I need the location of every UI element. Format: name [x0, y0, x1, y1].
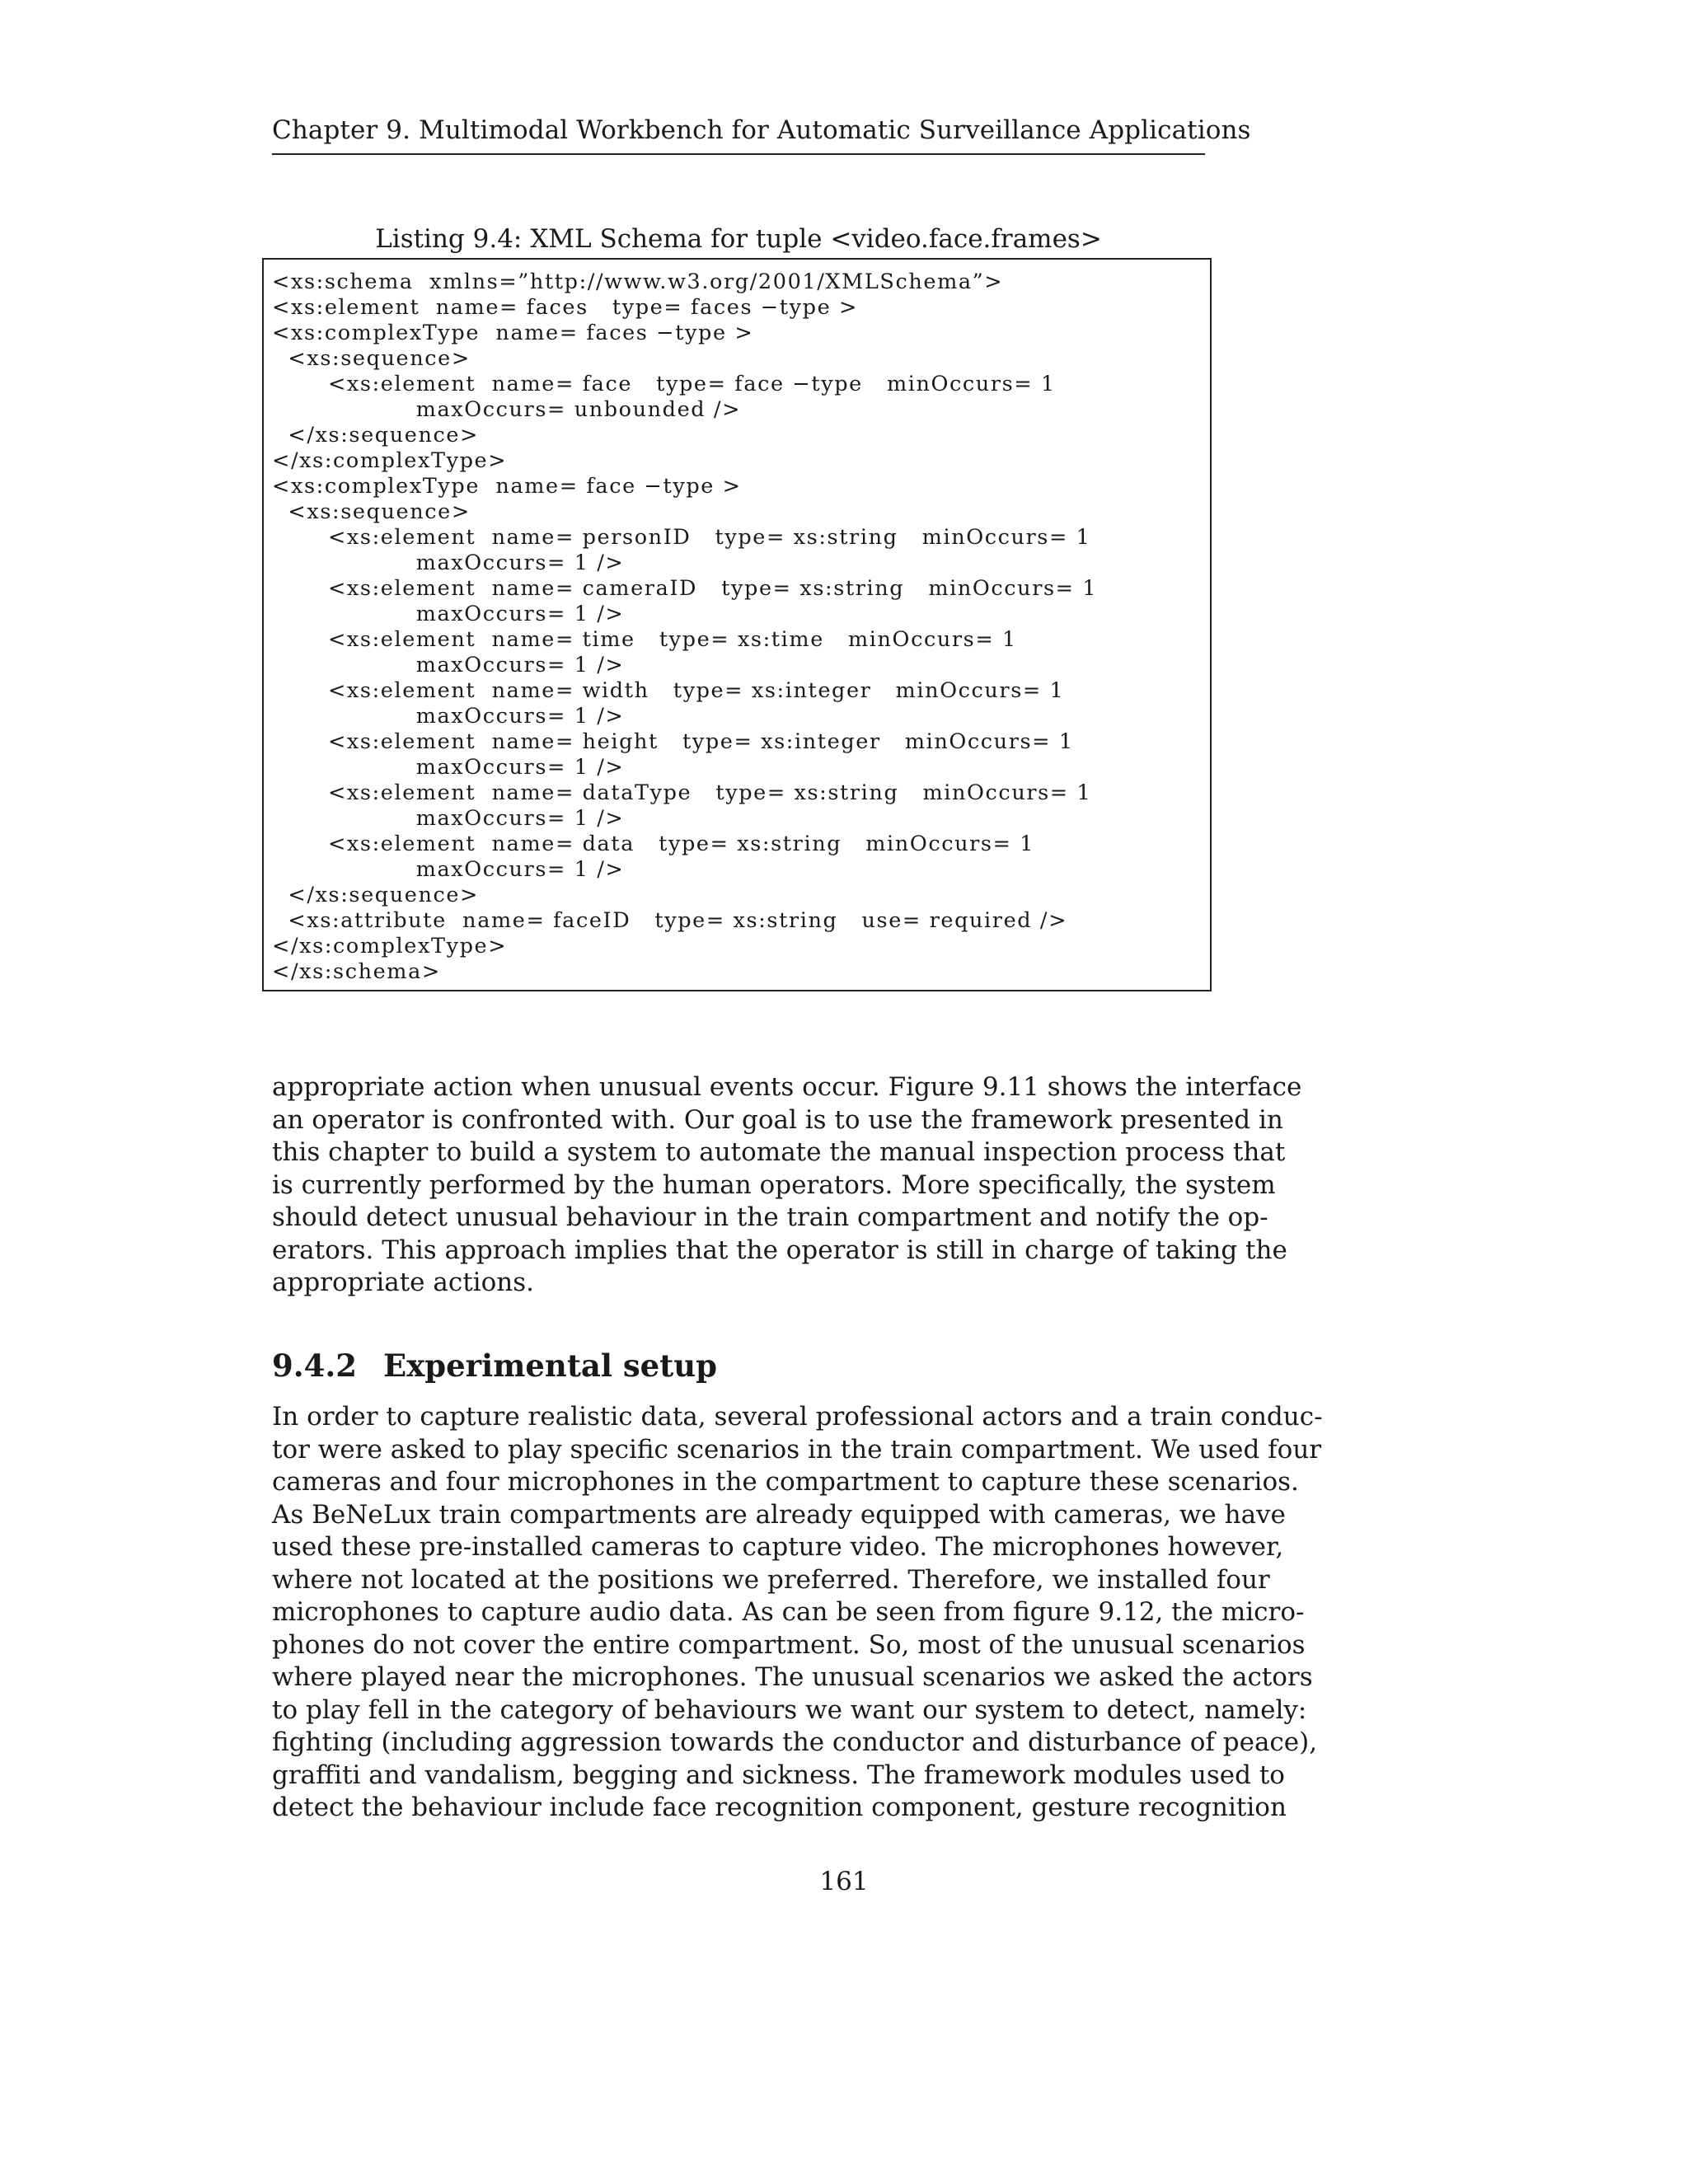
text-line: In order to capture realistic data, several professional actors and a train conduc- — [272, 1402, 1323, 1432]
text-line: appropriate action when unusual events occur. Figure 9.11 shows the interface — [272, 1072, 1302, 1102]
code-listing — [262, 258, 1212, 991]
code-line: <xs:element name= width type= xs:integer minOccurs= 1 — [272, 678, 1065, 703]
code-line: maxOccurs= 1 /> — [272, 602, 625, 626]
section-heading — [272, 1346, 717, 1385]
text-line: microphones to capture audio data. As can be seen from figure 9.12, the micro- — [272, 1597, 1305, 1627]
code-line: <xs:complexType name= face −type > — [272, 474, 742, 499]
text-line: is currently performed by the human operators. More specifically, the system — [272, 1169, 1276, 1200]
code-line: maxOccurs= 1 /> — [272, 806, 625, 831]
code-line: </xs:complexType> — [272, 934, 508, 958]
text-line: erators. This approach implies that the operator is still in charge of taking the — [272, 1235, 1287, 1265]
code-line: <xs:element name= personID type= xs:string minOccurs= 1 — [272, 525, 1091, 550]
code-line: maxOccurs= 1 /> — [272, 704, 625, 729]
text-line: fighting (including aggression towards the conductor and disturbance of peace), — [272, 1727, 1318, 1757]
paragraph — [272, 1401, 1323, 1825]
text-line: phones do not cover the entire compartment. So, most of the unusual scenarios — [272, 1629, 1306, 1660]
code-line: <xs:attribute name= faceID type= xs:string use= required /> — [272, 908, 1068, 933]
text-line: tor were asked to play specific scenarios in the train compartment. We used four — [272, 1434, 1322, 1465]
code-line: </xs:sequence> — [272, 883, 480, 907]
text-line: graffiti and vandalism, begging and sickness. The framework modules used to — [272, 1760, 1285, 1790]
running-head: Chapter 9. Multimodal Workbench for Automatic Surveillance Applications — [272, 114, 1205, 155]
code-line: <xs:element name= data type= xs:string minOccurs= 1 — [272, 832, 1035, 856]
code-line: <xs:element name= dataType type= xs:string minOccurs= 1 — [272, 780, 1092, 805]
section-number: 9.4.2 — [272, 1347, 357, 1384]
code-line: <xs:element name= faces type= faces −type > — [272, 295, 858, 320]
section-title: Experimental setup — [383, 1347, 718, 1384]
text-line: As BeNeLux train compartments are already equipped with cameras, we have — [272, 1499, 1286, 1530]
code-line: maxOccurs= 1 /> — [272, 653, 625, 677]
text-line: this chapter to build a system to automate the manual inspection process that — [272, 1137, 1286, 1167]
text-line: where played near the microphones. The unusual scenarios we asked the actors — [272, 1662, 1313, 1692]
text-line: cameras and four microphones in the compartment to capture these scenarios. — [272, 1467, 1299, 1497]
code-line: <xs:schema xmlns=”http://www.w3.org/2001/XMLSchema”> — [272, 269, 1004, 294]
text-line: to play fell in the category of behaviours we want our system to detect, namely: — [272, 1694, 1307, 1725]
text-line: used these pre-installed cameras to capture video. The microphones however, — [272, 1532, 1284, 1562]
code-line: <xs:element name= height type= xs:integer minOccurs= 1 — [272, 729, 1074, 754]
code-line: maxOccurs= unbounded /> — [272, 397, 742, 422]
code-line: </xs:complexType> — [272, 448, 508, 473]
paragraph — [272, 1071, 1302, 1300]
code-line: maxOccurs= 1 /> — [272, 755, 625, 780]
text-line: appropriate actions. — [272, 1268, 534, 1297]
text-line: an operator is confronted with. Our goal is to use the framework presented in — [272, 1104, 1283, 1135]
code-line: maxOccurs= 1 /> — [272, 857, 625, 882]
listing-caption: Listing 9.4: XML Schema for tuple <video.face.frames> — [375, 224, 1102, 254]
code-line: <xs:sequence> — [272, 346, 471, 371]
text-line: should detect unusual behaviour in the train compartment and notify the op- — [272, 1202, 1268, 1232]
code-line: <xs:complexType name= faces −type > — [272, 321, 754, 345]
code-line: <xs:element name= time type= xs:time minOccurs= 1 — [272, 627, 1017, 652]
code-line: <xs:element name= face type= face −type minOccurs= 1 — [272, 372, 1056, 396]
code-line: </xs:sequence> — [272, 423, 480, 448]
text-line: where not located at the positions we preferred. Therefore, we installed four — [272, 1564, 1270, 1595]
code-line: maxOccurs= 1 /> — [272, 551, 625, 575]
page-number: 161 — [819, 1867, 869, 1896]
code-line: <xs:element name= cameraID type= xs:string minOccurs= 1 — [272, 576, 1098, 601]
code-line: <xs:sequence> — [272, 499, 471, 524]
code-line: </xs:schema> — [272, 959, 441, 984]
text-line: detect the behaviour include face recognition component, gesture recognition — [272, 1793, 1287, 1822]
